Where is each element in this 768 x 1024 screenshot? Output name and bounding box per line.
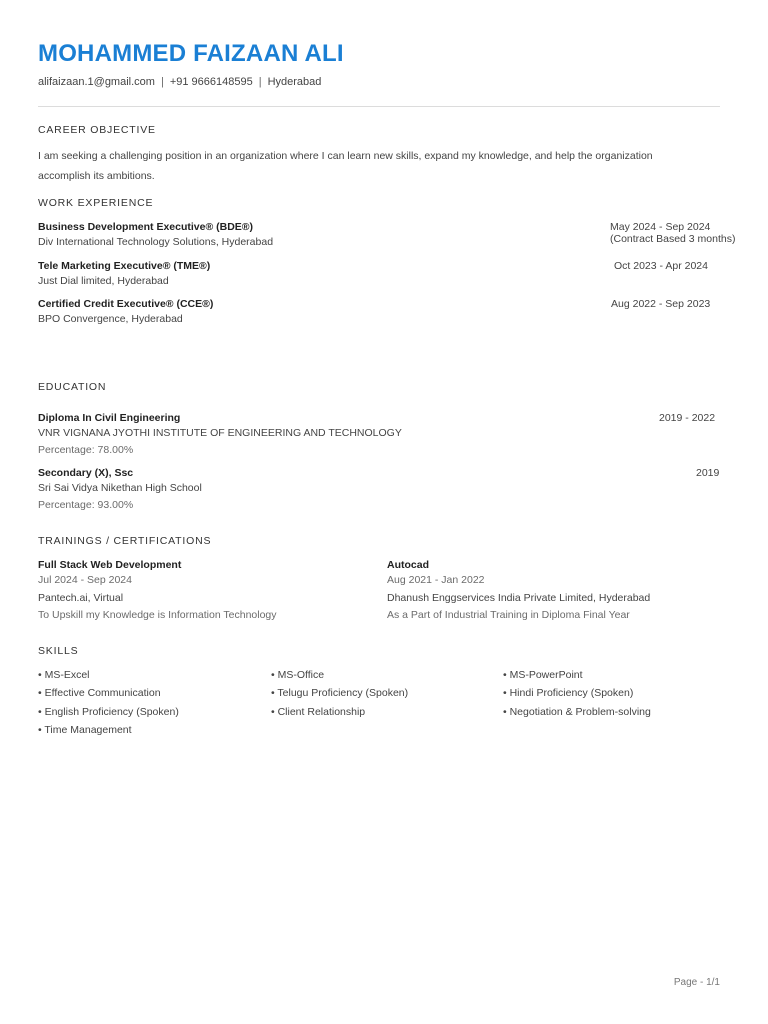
trainings-heading: TRAININGS / CERTIFICATIONS: [38, 535, 212, 547]
degree: Diploma In Civil Engineering: [38, 412, 181, 424]
training-desc: As a Part of Industrial Training in Diploma Final Year: [387, 609, 630, 621]
location: Hyderabad: [267, 76, 322, 88]
training-dates: Aug 2021 - Jan 2022: [387, 574, 485, 586]
objective-heading: CAREER OBJECTIVE: [38, 124, 156, 136]
skill-item: • Time Management: [38, 724, 132, 736]
candidate-name: MOHAMMED FAIZAAN ALI: [38, 40, 344, 67]
header-divider: [38, 106, 720, 107]
job-title: Tele Marketing Executive® (TME®): [38, 260, 211, 272]
school: VNR VIGNANA JYOTHI INSTITUTE OF ENGINEERING AND TECHNOLOGY: [38, 427, 402, 439]
degree: Secondary (X), Ssc: [38, 467, 134, 479]
job-dates: May 2024 - Sep 2024: [610, 221, 711, 233]
job-org: Div International Technology Solutions, Hyderabad: [38, 236, 274, 248]
training-desc: To Upskill my Knowledge is Information Technology: [38, 609, 277, 621]
skill-item: • Effective Communication: [38, 687, 161, 699]
job-org: Just Dial limited, Hyderabad: [38, 275, 169, 287]
school: Sri Sai Vidya Nikethan High School: [38, 482, 202, 494]
email: alifaizaan.1@gmail.com: [38, 76, 155, 88]
skill-item: • Telugu Proficiency (Spoken): [271, 687, 409, 699]
job-dates: Oct 2023 - Apr 2024: [614, 260, 708, 272]
objective-text: I am seeking a challenging position in an organization where I can learn new skills, expand my knowledge, and help the organization accomplish its ambitions.: [38, 150, 653, 182]
skill-item: • MS-PowerPoint: [503, 669, 583, 681]
score: Percentage: 78.00%: [38, 444, 134, 456]
training-provider: Dhanush Enggservices India Private Limited, Hyderabad: [387, 592, 651, 604]
education-years: 2019: [696, 467, 720, 479]
skill-item: • MS-Excel: [38, 669, 90, 681]
work-heading: WORK EXPERIENCE: [38, 197, 154, 209]
score: Percentage: 93.00%: [38, 499, 134, 511]
skill-item: • English Proficiency (Spoken): [38, 706, 179, 718]
skill-item: • Negotiation & Problem-solving: [503, 706, 651, 718]
skill-item: • Hindi Proficiency (Spoken): [503, 687, 634, 699]
training-title: Full Stack Web Development: [38, 559, 182, 571]
training-title: Autocad: [387, 559, 429, 571]
job-org: BPO Convergence, Hyderabad: [38, 313, 183, 325]
skill-item: • MS-Office: [271, 669, 325, 681]
job-note: (Contract Based 3 months): [610, 233, 736, 245]
separator: |: [258, 76, 262, 88]
skill-item: • Client Relationship: [271, 706, 366, 718]
page-number: Page - 1/1: [673, 977, 720, 988]
contact-line: [38, 76, 321, 88]
education-years: 2019 - 2022: [659, 412, 716, 424]
job-dates: Aug 2022 - Sep 2023: [611, 298, 711, 310]
job-title: Certified Credit Executive® (CCE®): [38, 298, 214, 310]
training-dates: Jul 2024 - Sep 2024: [38, 574, 132, 586]
phone: +91 9666148595: [169, 76, 253, 88]
education-heading: EDUCATION: [38, 381, 107, 393]
separator: |: [160, 76, 164, 88]
skills-heading: SKILLS: [38, 645, 79, 657]
training-provider: Pantech.ai, Virtual: [38, 592, 124, 604]
job-title: Business Development Executive® (BDE®): [38, 221, 254, 233]
